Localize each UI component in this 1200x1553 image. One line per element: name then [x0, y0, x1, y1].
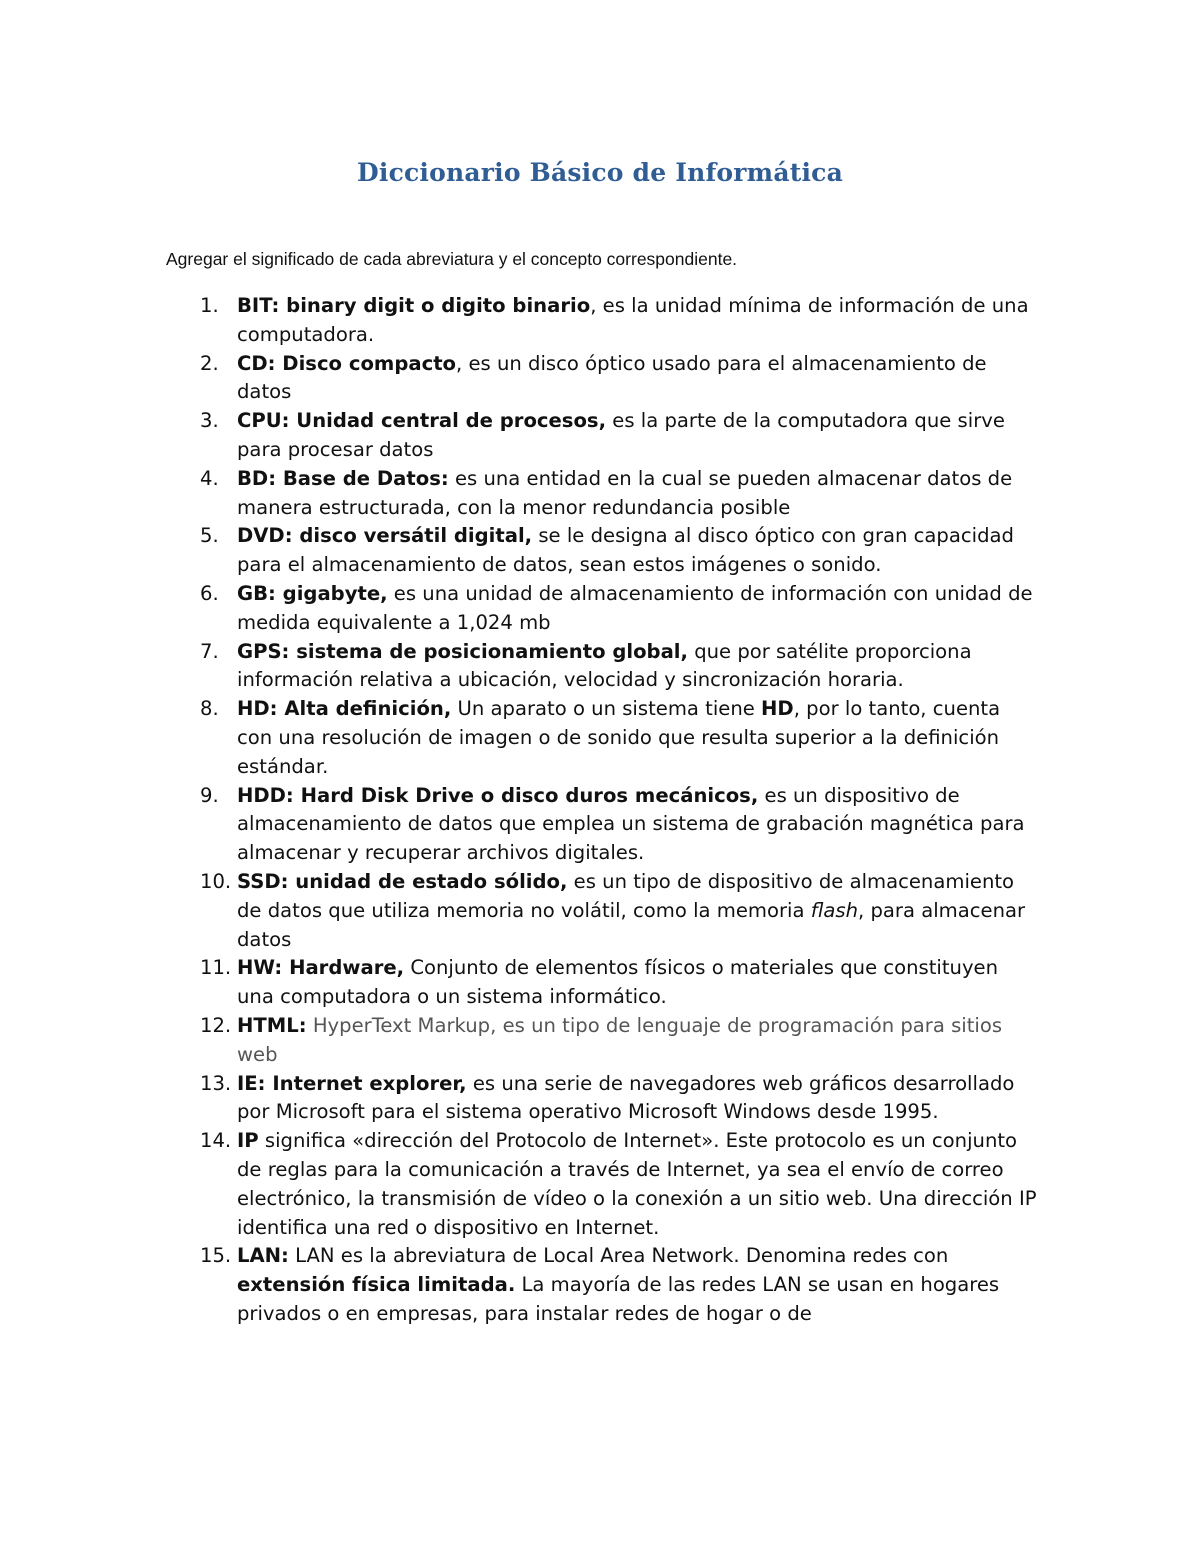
list-item [0, 1127, 1040, 1242]
list-item [0, 954, 1040, 1012]
item-term: BD: Base de Datos: [237, 466, 449, 490]
item-term: CPU: Unidad central de procesos, [237, 409, 607, 433]
item-text-continued: , por lo tanto, cuenta con una resolución de imagen o de sonido que resulta superior a la definición estándar. [237, 697, 1001, 778]
item-number: 7. [200, 639, 219, 663]
page-title: Diccionario Básico de Informática [357, 158, 843, 187]
item-term: HDD: Hard Disk Drive o disco duros mecánicos, [237, 783, 759, 807]
item-term: LAN: [237, 1244, 289, 1268]
item-text: es un dispositivo de almacenamiento de datos que emplea un sistema de grabación magnética para almacenar y recuperar archivos digitales. [237, 783, 1025, 865]
list-item [0, 350, 1040, 408]
definition-list [0, 292, 1040, 1329]
item-number: 14. [200, 1129, 232, 1153]
list-item [0, 1070, 1040, 1128]
item-term: GB: gigabyte, [237, 581, 388, 605]
item-number: 9. [200, 783, 219, 807]
item-text: es una serie de navegadores web gráficos desarrollado por Microsoft para el sistema operativo Microsoft Windows desde 1995. [237, 1071, 1015, 1124]
item-text: es un tipo de dispositivo de almacenamiento de datos que utiliza memoria no volátil, como la memoria [237, 869, 1015, 922]
item-text: es una unidad de almacenamiento de información con unidad de medida equivalente a 1,024 mb [237, 581, 1033, 634]
item-text: HyperText Markup, es un tipo de lenguaje de programación para sitios web [237, 1013, 1003, 1066]
item-number: 2. [200, 351, 219, 375]
list-item [0, 292, 1040, 350]
list-item [0, 868, 1040, 954]
item-number: 4. [200, 466, 219, 490]
item-text: es una entidad en la cual se pueden almacenar datos de manera estructurada, con la menor redundancia posible [237, 466, 1013, 519]
list-item [0, 522, 1040, 580]
item-number: 1. [200, 294, 219, 317]
list-item [0, 465, 1040, 523]
list-item [0, 638, 1040, 696]
item-text: significa «dirección del Protocolo de Internet». Este protocolo es un conjunto de reglas para la comunicación a través de Internet, ya sea el envío de correo electrónico, la transmisión de vídeo o la conexión a un sitio web. Una dirección IP identifica una red o dispositivo en Internet. [237, 1129, 1037, 1239]
item-term: HD: Alta definición, [237, 697, 452, 721]
list-item [0, 695, 1040, 781]
item-number: 13. [200, 1071, 232, 1095]
list-item [0, 782, 1040, 868]
item-number: 6. [200, 581, 219, 605]
item-term: IE: Internet explorer, [237, 1071, 467, 1095]
item-text: es la parte de la computadora que sirve para procesar datos [237, 409, 1005, 461]
item-term-inline: extensión física limitada. [237, 1273, 516, 1297]
item-term: DVD: disco versátil digital, [237, 524, 533, 548]
item-number: 15. [200, 1244, 232, 1268]
item-number: 10. [200, 869, 232, 893]
item-text-continued: , para almacenar datos [237, 898, 1026, 951]
item-number: 8. [200, 697, 219, 721]
item-term: CD: Disco compacto [237, 351, 457, 375]
item-text: LAN es la abreviatura de Local Area Network. Denomina redes con [288, 1244, 949, 1268]
item-text: que por satélite proporciona información relativa a ubicación, velocidad y sincronización horaria. [237, 639, 972, 692]
item-term: BIT: binary digit o digito binario [237, 294, 591, 317]
item-text: se le designa al disco óptico con gran capacidad para el almacenamiento de datos, sean estos imágenes o sonido. [237, 524, 1014, 577]
item-text: , es un disco óptico usado para el almacenamiento de datos [237, 351, 987, 404]
instruction-text: Agregar el significado de cada abreviatura y el concepto correspondiente. [166, 249, 738, 269]
item-term: IP [237, 1129, 259, 1153]
item-text: , es la unidad mínima de información de una computadora. [237, 294, 1029, 346]
list-item [0, 1012, 1040, 1070]
list-item [0, 407, 1040, 465]
item-text: Un aparato o un sistema tiene [451, 697, 762, 721]
list-item [0, 1242, 1040, 1328]
item-term: GPS: sistema de posicionamiento global, [237, 639, 688, 663]
item-term-inline: HD [761, 697, 794, 721]
item-number: 12. [200, 1013, 232, 1037]
item-term: HTML: [237, 1013, 307, 1037]
item-term: SSD: unidad de estado sólido, [237, 869, 568, 893]
item-number: 5. [200, 524, 219, 548]
item-text: Conjunto de elementos físicos o materiales que constituyen una computadora o un sistema informático. [237, 956, 999, 1009]
item-number: 11. [200, 956, 232, 980]
item-text-continued: La mayoría de las redes LAN se usan en hogares privados o en empresas, para instalar redes de hogar o de [237, 1273, 1000, 1325]
item-term: HW: Hardware, [237, 956, 405, 980]
item-italic: flash [810, 898, 858, 922]
item-number: 3. [200, 409, 219, 433]
list-item [0, 580, 1040, 638]
